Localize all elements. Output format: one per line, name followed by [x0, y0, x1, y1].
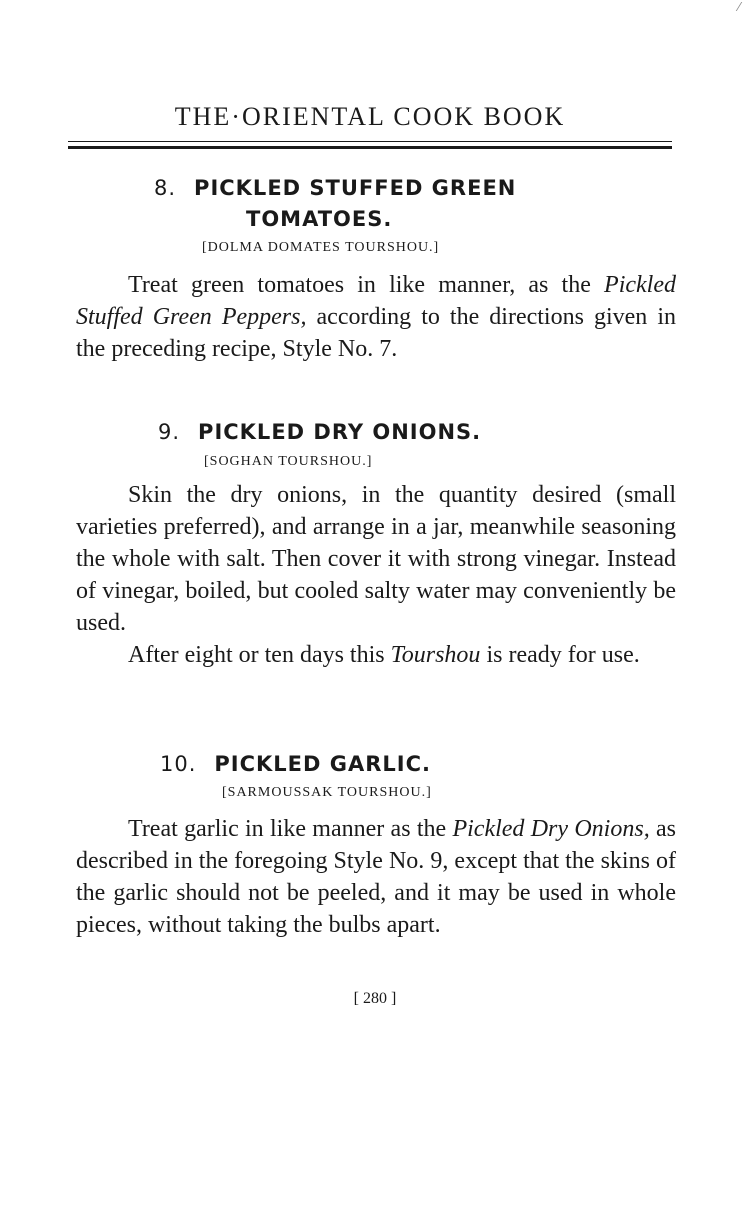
recipe-9-title: PICKLED DRY ONIONS. [198, 420, 482, 444]
recipe-9-italic: Tourshou [390, 642, 481, 668]
recipe-10-number: 10. [160, 752, 197, 776]
page-number: [ 280 ] [353, 990, 397, 1007]
recipe-9-number: 9. [158, 420, 181, 444]
recipe-9-subtitle: [SOGHAN TOURSHOU.] [204, 454, 373, 469]
corner-mark: ⁄ [737, 0, 740, 14]
recipe-9-text-b: is ready for use. [480, 642, 640, 668]
recipe-10-paragraph [76, 813, 676, 941]
recipe-9-paragraph-1: Skin the dry onions, in the quantity desired (small varieties preferred), and arrange in a jar, meanwhile seasoning the whole with salt. Then cover it with strong vinegar. Instead of vinegar, boiled, but cooled salty water may conveniently be used. [76, 482, 676, 636]
recipe-10-title: PICKLED GARLIC. [214, 752, 432, 776]
recipe-8-subtitle: [DOLMA DOMATES TOURSHOU.] [202, 240, 440, 255]
recipe-10-body [76, 813, 676, 941]
recipe-8-title-line1: PICKLED STUFFED GREEN [194, 176, 517, 200]
recipe-8-title-line2: TOMATOES. [246, 207, 393, 231]
recipe-10-text-b: as described in the foregoing Style No. 9, except that the skins of the garlic should not be peeled, and it may be used in whole pieces, without taking the bulbs apart. [76, 816, 676, 938]
recipe-9-body [76, 479, 676, 671]
recipe-10-italic: Pickled Dry Onions, [452, 816, 650, 842]
recipe-10-heading [160, 752, 431, 776]
recipe-8-italic: Pickled Stuffed Green Peppers, [76, 272, 676, 330]
recipe-9-text-a: After eight or ten days this [128, 642, 391, 668]
recipe-8-body [76, 269, 676, 365]
recipe-10-subtitle: [SARMOUSSAK TOURSHOU.] [222, 785, 432, 800]
recipe-8-paragraph [76, 269, 676, 365]
running-head: THE·ORIENTAL COOK BOOK [174, 102, 566, 131]
header-rule-thin [68, 141, 672, 142]
recipe-9-heading [158, 420, 481, 444]
header-rule-thick [68, 146, 672, 149]
recipe-8-number: 8. [154, 176, 177, 200]
recipe-8-text-b: according to the directions given in the preceding recipe, Style No. 7. [76, 304, 676, 362]
recipe-9-paragraph-2 [76, 639, 676, 671]
recipe-10-text-a: Treat garlic in like manner as the [128, 816, 453, 842]
recipe-8-heading [154, 176, 516, 200]
recipe-8-text-a: Treat green tomatoes in like manner, as the [128, 272, 605, 298]
